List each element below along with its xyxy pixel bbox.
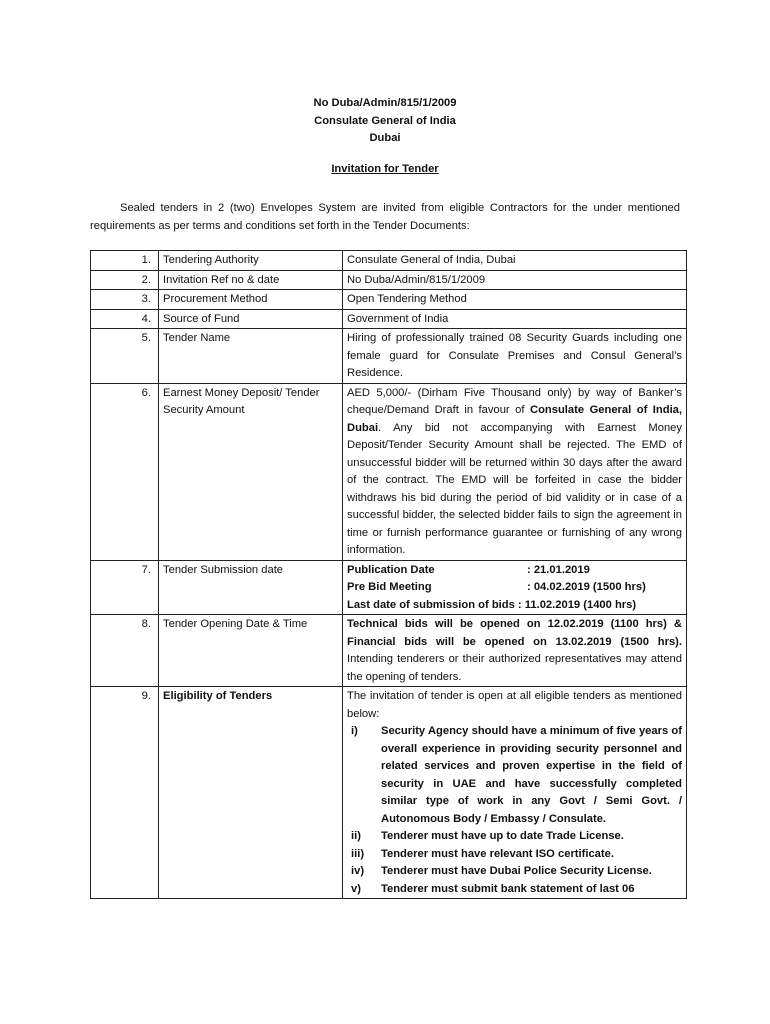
document-title: Invitation for Tender: [331, 163, 439, 175]
table-row: [91, 560, 687, 615]
list-item: iv) Tenderer must have Dubai Police Security License.: [351, 865, 652, 877]
row-value: [343, 383, 687, 560]
list-item: i) Security Agency should have a minimum of five years of overall experience in providing security personnel and related services and proven expertise in the field of security in UAE and have successfully completed similar type of work in any Govt / Semi Govt. / Autonomous Body / Embassy / Consulate.: [351, 725, 682, 825]
row-label: Invitation Ref no & date: [159, 270, 343, 290]
tender-details-table: [90, 250, 687, 899]
reference-number: No Duba/Admin/815/1/2009: [313, 97, 457, 109]
row-value: [343, 687, 687, 899]
row-number: 1.: [91, 251, 159, 271]
row-value: [343, 560, 687, 615]
row-value: [343, 615, 687, 687]
table-row: [91, 251, 687, 271]
row-label: Earnest Money Deposit/ Tender Security Amount: [159, 383, 343, 560]
last-submission-date: Last date of submission of bids : 11.02.2019 (1400 hrs): [347, 598, 637, 611]
publication-date-value: : 21.01.2019: [527, 563, 590, 576]
pre-bid-label: Pre Bid Meeting: [347, 581, 432, 593]
submission-dates: [347, 562, 646, 597]
row-label: Eligibility of Tenders: [159, 687, 343, 899]
row-number: 9.: [91, 687, 159, 899]
row-label: Tender Submission date: [159, 560, 343, 615]
row-label: Tender Name: [159, 329, 343, 384]
row-label: Tendering Authority: [159, 251, 343, 271]
emd-payee: Consulate General of India, Dubai: [347, 404, 683, 434]
table-row: [91, 687, 687, 899]
row-number: 2.: [91, 270, 159, 290]
document-header: [0, 95, 770, 148]
row-value: No Duba/Admin/815/1/2009: [343, 270, 687, 290]
table-row: [91, 383, 687, 560]
row-number: 6.: [91, 383, 159, 560]
row-value: Consulate General of India, Dubai: [343, 251, 687, 271]
table-row: [91, 615, 687, 687]
city-name: Dubai: [369, 132, 401, 144]
table-row: [91, 329, 687, 384]
office-name: Consulate General of India: [314, 114, 456, 127]
list-item: iii) Tenderer must have relevant ISO certificate.: [351, 847, 614, 860]
eligibility-list: [347, 723, 682, 898]
table-row: [91, 270, 687, 290]
publication-date-label: Publication Date: [347, 563, 435, 576]
opening-dates: Technical bids will be opened on 12.02.2019 (1100 hrs) & Financial bids will be opened on 13.02.2019 (1500 hrs).: [347, 618, 682, 648]
row-label: Tender Opening Date & Time: [159, 615, 343, 687]
emd-text-end: . Any bid not accompanying with Earnest Money Deposit/Tender Security Amount shall be rejected. The EMD of unsuccessful bidder will be returned within 30 days after the award of the contract. The EMD will be forfeited in case the bidder withdraws his bid during the period of bid validity or in case of a successful bidder, the selected bidder fails to sign the agreement in time or furnish performance guarantee or furnishing of any wrong information.: [347, 421, 682, 556]
row-label: Procurement Method: [159, 290, 343, 310]
row-value: Hiring of professionally trained 08 Security Guards including one female guard for Consulate Premises and Consul General’s Residence.: [343, 329, 687, 384]
row-value: Government of India: [343, 309, 687, 329]
emd-text-start: AED 5,000/- (Dirham Five Thousand only) by way of Banker’s cheque/Demand Draft in favour of: [347, 386, 682, 416]
opening-note: Intending tenderers or their authorized representatives may attend the opening of tenders.: [347, 653, 682, 683]
eligibility-intro: The invitation of tender is open at all eligible tenders as mentioned below:: [347, 690, 682, 720]
row-number: 5.: [91, 329, 159, 384]
row-number: 3.: [91, 290, 159, 310]
row-number: 4.: [91, 309, 159, 329]
list-item: ii) Tenderer must have up to date Trade License.: [351, 830, 624, 842]
row-number: 7.: [91, 560, 159, 615]
row-value: Open Tendering Method: [343, 290, 687, 310]
table-row: [91, 309, 687, 329]
row-label: Source of Fund: [159, 309, 343, 329]
pre-bid-value: : 04.02.2019 (1500 hrs): [527, 581, 646, 593]
list-item: v) Tenderer must submit bank statement of last 06: [351, 882, 635, 895]
intro-paragraph: Sealed tenders in 2 (two) Envelopes System are invited from eligible Contractors for the under mentioned requirements as per terms and conditions set forth in the Tender Documents:: [90, 202, 680, 232]
row-number: 8.: [91, 615, 159, 687]
table-row: [91, 290, 687, 310]
